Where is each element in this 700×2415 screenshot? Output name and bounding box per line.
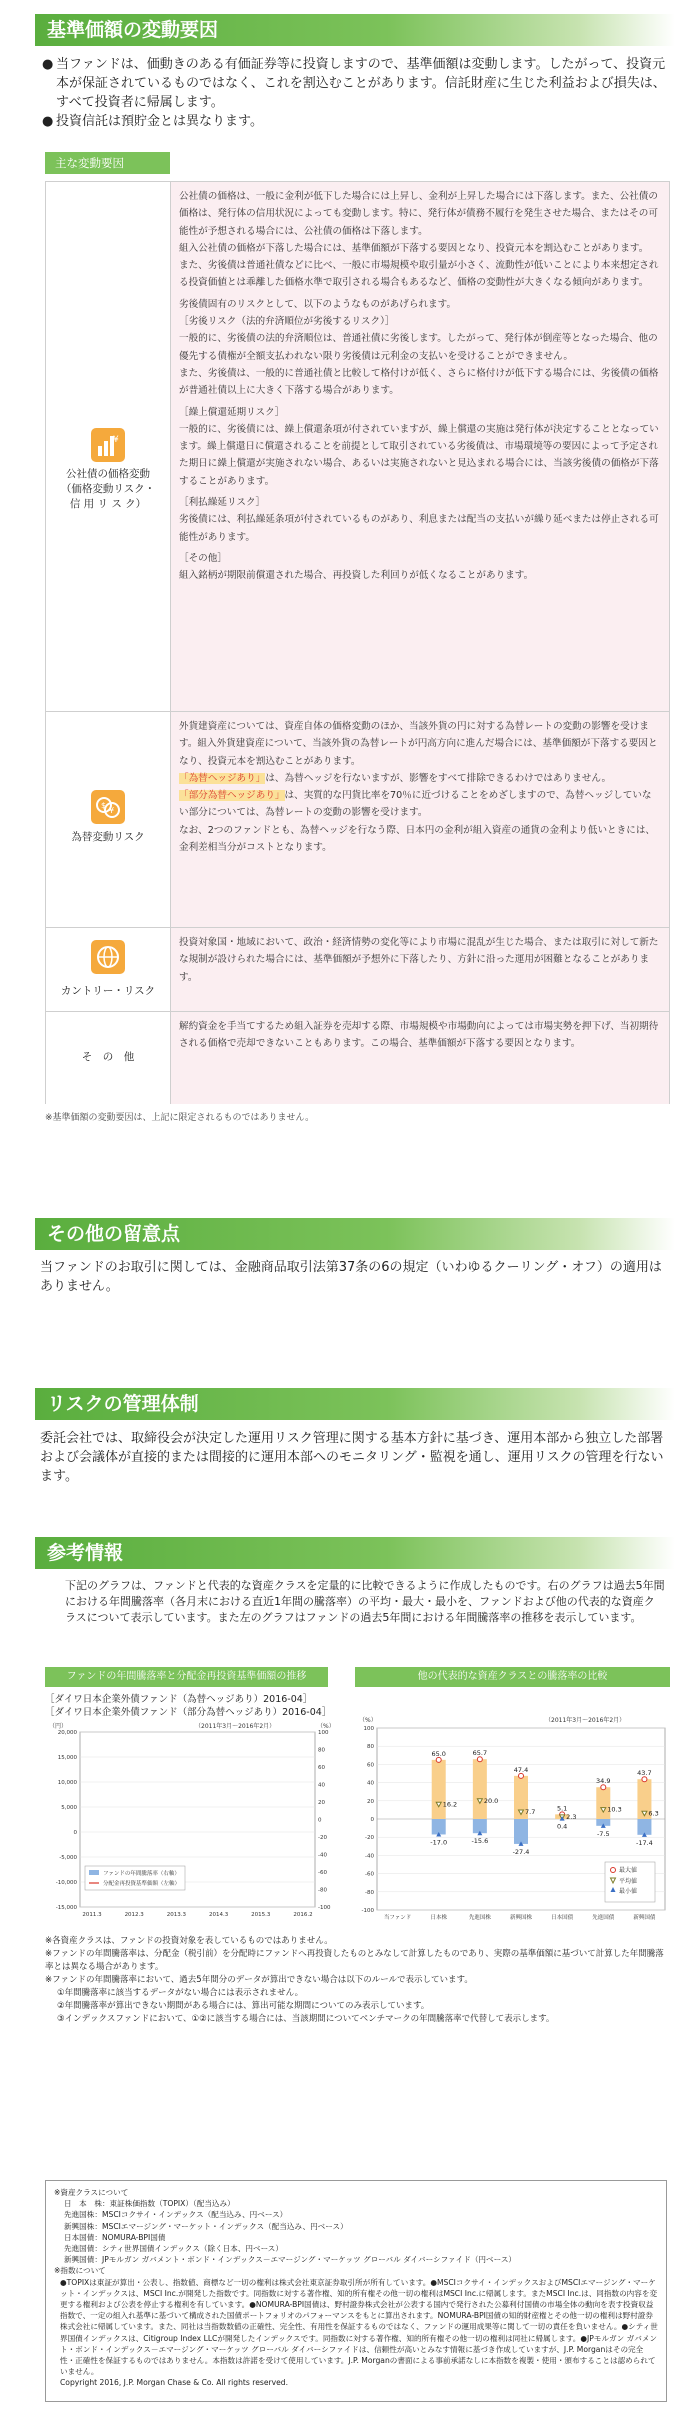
right-unit: （%） xyxy=(359,1717,377,1724)
bullet-1: ● 当ファンドは、価動きのある有価証券等に投資しますので、基準価額は変動します。したがって、投資元本が保証されているものではなく、これを割込むことがあります。信託財産に生じた利益および損失は、すべて投資者に帰属します。 xyxy=(42,57,666,110)
svg-text:¥: ¥ xyxy=(109,806,115,815)
asset-class-list: 日 本 株：東証株価指数（TOPIX）（配当込み） 先進国株：MSCIコクサイ・インデックス（配当込み、円ベース） 新興国株：MSCIエマージング・マーケット・インデックス（配当込み、円ベース） 日本国債：NOMURA-BPI国債 先進国債：シティ世界国債インデックス（除く日本、円ベース） 新興国債：JPモルガン ガバメント・ボンド・インデックス－エマージング・マーケッツ グローバル ダイバーシファイド（円ベース） xyxy=(64,2199,517,2265)
right-y-tick: -100 xyxy=(318,1905,331,1911)
globe-icon xyxy=(91,940,125,974)
section-title-price-factors: 基準価額の変動要因 xyxy=(35,14,675,46)
asset-class-box xyxy=(45,2180,667,2402)
right-y-tick: 60 xyxy=(367,1762,374,1769)
bullet-2: ● 投資信託は預貯金とは異なります。 xyxy=(42,114,263,129)
right-y-tick: 0 xyxy=(318,1817,322,1824)
right-chart-head: 他の代表的な資産クラスとの騰落率の比較 xyxy=(355,1667,670,1687)
index-text: ●TOPIXは東証が算出・公表し、指数値、商標など一切の権利は株式会社東京証券取引所が所有しています。●MSCIコクサイ・インデックスおよびMSCIエマージング・マーケット・インデックスは、MSCI Inc.が開発した指数です。同指数に対する著作権、知的所有権その他一切の権利はMSCI Inc.に帰属します。またMSCI Inc.は、同指数の内容を変更する権利および公表を停止する権利を有しています。●NOMURA-BPI国債は、野村證券株式会社が公表する国内で発行された公募利付国債の市場全体の動向を表す投資収益指数で、一定の組入れ基準に基づいて構成された国債ポートフォリオのパフォーマンスをもとに算出されます。NOMURA-BPI国債の知的財産権とその他一切の権利は野村證券株式会社に帰属しています。また、同社は当指数数値の正確性、完全性、有用性を保証するものではなく、ファンドの運用成果等に関して一切の責任を負いません。●シティ世界国債インデックスは、Citigroup Index LLCが開発したインデックスです。同指数に対する著作権、知的所有権その他一切の権利は同社に帰属します。●JPモルガン ガバメント・ボンド・インデックス－エマージング・マーケッツ グローバル ダイバーシファイドは、信頼性が高いとみなす情報に基づき作成していますが、J.P. Morganはその完全性・正確性を保証するものではありません。本指数は許諾を受けて使用しています。J.P. Morganの書面による事前承諾なしに本指数を複製・使用・頒布することは認められていません。 xyxy=(60,2277,658,2377)
right-x-tick: 日本株 xyxy=(430,1915,447,1921)
right-y-tick: 100 xyxy=(363,1726,374,1732)
left-chart xyxy=(45,1720,345,1920)
left-y-tick: 10,000 xyxy=(57,1780,77,1786)
left-y-tick: -10,000 xyxy=(55,1880,77,1886)
risk-text-fx: 外貨建資産については、資産自体の価格変動のほか、当該外貨の円に対する為替レートの変動の影響を受けます。組入外貨建資産について、当該外貨の為替レートが円高方向に進んだ場合には、基準価額が下落する要因となり、投資元本を割込むことがあります。 「為替ヘッジあり」は、為替ヘッジを行ないますが、影響をすべて排除できるわけではありません。 「部分為替ヘッジあり」は、実質的な円貨比率を70％に近づけることをめざしますので、為替ヘッジしていない部分については、為替レートの変動の影響を受けます。 なお、2つのファンドとも、為替ヘッジを行なう際、日本円の金利が組入資産の通貨の金利より低いときには、金利差相当分がコストとなります。 xyxy=(171,712,669,927)
right-x-tick: 先進国株 xyxy=(468,1915,491,1921)
section-title-other-notes: その他の留意点 xyxy=(35,1218,675,1250)
right-x-tick: 日本国債 xyxy=(551,1915,574,1921)
reference-notes: ※各資産クラスは、ファンドの投資対象を表しているものではありません。 ※ファンドの年間騰落率は、分配金（税引前）を分配時にファンドへ再投資したものとみなして計算したものであり、実際の基準価額に基づいて計算した年間騰落率とは異なる場合があります。 ※ファンドの年間騰落率において、過去5年間分のデータが算出できない場合は以下のルールで表示しています。 ①年間騰落率に該当するデータがない場合には表示されません。 ②年間騰落率が算出できない期間がある場合には、算出可能な期間についてのみ表示しています。 ③インデックスファンドにおいて、①②に該当する場合には、当該期間についてベンチマークの年間騰落率で代替して表示します。 xyxy=(45,1936,664,2024)
right-legend xyxy=(605,1862,655,1902)
right-y-tick: -20 xyxy=(318,1835,327,1841)
left-x-tick: 2014.3 xyxy=(208,1912,229,1918)
right-y-tick: 80 xyxy=(318,1747,325,1754)
right-y-tick: 20 xyxy=(367,1798,374,1805)
risk-text-country: 投資対象国・地域において、政治・経済情勢の変化等により市場に混乱が生じた場合、または取引に対して新たな規制が設けられた場合には、基準価額が予想外に下落したり、方針に沿った運用が困難となることがあります。 xyxy=(171,928,669,1011)
max-label: 34.9 xyxy=(596,1777,611,1786)
left-chart-head: ファンドの年間騰落率と分配金再投資基準価額の推移 xyxy=(45,1667,328,1687)
range-bar-positive xyxy=(473,1759,487,1819)
left-legend xyxy=(85,1866,185,1890)
section-title-reference: 参考情報 xyxy=(35,1537,675,1569)
avg-label: 16.2 xyxy=(442,1800,458,1809)
right-x-tick: 先進国債 xyxy=(592,1915,615,1921)
risk-label-cell xyxy=(46,712,171,927)
min-label: -7.5 xyxy=(596,1829,610,1838)
risk-text-other: 解約資金を手当てするため組入証券を売却する際、市場規模や市場動向によっては市場実勢を押下げ、当初期待される価格で売却できないこともあります。この場合、基準価額が下落する要因となります。 xyxy=(171,1012,669,1104)
left-y-tick: 0 xyxy=(73,1830,77,1836)
right-x-tick: 新興国株 xyxy=(509,1915,533,1921)
left-y-tick: -5,000 xyxy=(59,1855,77,1861)
reference-intro: 下記のグラフは、ファンドと代表的な資産クラスを定量的に比較できるように作成したものです。右のグラフは過去5年間における年間騰落率（各月末における直近1年間の騰落率）の平均・最大・最小を、ファンドおよび他の代表的な資産クラスについて表示しています。また左のグラフはファンドの過去5年間における年間騰落率の推移を表示しています。 xyxy=(65,1579,665,1624)
range-bar-positive xyxy=(596,1787,610,1819)
left-x-tick: 2011.3 xyxy=(82,1912,102,1918)
asset-class-heading: ※資産クラスについて xyxy=(54,2188,129,2197)
risk-row-bond xyxy=(46,182,669,712)
left-x-tick: 2016.2 xyxy=(293,1912,313,1918)
right-y-tick: 100 xyxy=(318,1730,329,1736)
index-heading: ※指数について xyxy=(54,2266,106,2276)
right-x-tick: 新興国債 xyxy=(633,1915,656,1921)
max-label: 65.0 xyxy=(431,1749,446,1758)
right-y-tick: -40 xyxy=(318,1852,327,1859)
risk-label-cell xyxy=(46,928,171,1011)
risk-label-cell xyxy=(46,1012,171,1104)
price-factor-bullets xyxy=(40,55,670,131)
max-label: 5.1 xyxy=(556,1804,568,1813)
right-chart xyxy=(355,1692,675,1928)
avg-label: 20.0 xyxy=(483,1796,499,1805)
currency-exchange-icon xyxy=(91,790,125,824)
risk-label-cell xyxy=(46,182,171,711)
legend-max: 最大値 xyxy=(619,1867,638,1874)
right-y-tick: 0 xyxy=(370,1817,374,1823)
max-marker xyxy=(519,1773,524,1778)
left-x-tick: 2015.3 xyxy=(251,1912,271,1918)
subhead-main-factors: 主な変動要因 xyxy=(45,152,170,174)
right-y-tick: -20 xyxy=(365,1835,374,1842)
risk-table xyxy=(45,181,670,1104)
risk-row-country xyxy=(46,928,669,1012)
max-marker xyxy=(601,1785,606,1790)
min-label: -17.4 xyxy=(636,1838,653,1847)
max-label: 47.4 xyxy=(513,1765,529,1774)
svg-text:¥: ¥ xyxy=(113,435,119,445)
left-y-tick: 15,000 xyxy=(57,1755,77,1761)
right-y-tick: 20 xyxy=(318,1800,325,1806)
right-y-tick: -80 xyxy=(318,1887,327,1894)
risk-label-country: カントリー・リスク xyxy=(60,985,156,997)
right-y-tick: 60 xyxy=(318,1765,325,1771)
right-y-tick: -60 xyxy=(318,1870,327,1876)
min-label: 0.4 xyxy=(556,1822,568,1831)
max-marker xyxy=(477,1757,482,1762)
risk-label-bond: 公社債の価格変動 （価格変動リスク・ 信 用 リ ス ク） xyxy=(60,468,156,510)
right-y-tick: -100 xyxy=(361,1908,374,1914)
right-period: （2011年3月〜2016年2月） xyxy=(545,1717,626,1724)
right-y-tick: -60 xyxy=(365,1871,374,1878)
risk-row-fx xyxy=(46,712,669,928)
risk-text-bond: 公社債の価格は、一般に金利が低下した場合には上昇し、金利が上昇した場合には下落します。また、公社債の価格は、発行体の信用状況によっても変動します。特に、発行体が債務不履行を発生させた場合、またはその可能性が予想される場合には、公社債の価格は下落します。 組入公社債の価格が下落した場合には、基準価額が下落する要因となり、投資元本を割込むことがあります。 また、劣後債は普通社債などに比べ、一般に市場規模や取引量が小さく、流動性が低いことにより本来想定される投資価値とは乖離した価格水準で取引される場合もあるなど、価格の変動性が大きくなる傾向があります。 劣後債固有のリスクとして、以下のようなものがあげられます。 ［劣後リスク（法的弁済順位が劣後するリスク）］ 一般的に、劣後債の法的弁済順位は、普通社債に劣後します。したがって、発行体が倒産等となった場合、他の優先する債権が全額支払われない限り劣後債は元利金の支払いを受けることができません。 また、劣後債は、一般的に普通社債と比較して格付けが低く、さらに格付けが低下する場合には、劣後債の価格が普通社債以上に大きく下落する場合があります。 ［繰上償還延期リスク］ 一般的に、劣後債には、繰上償還条項が付されていますが、繰上償還の実施は発行体が決定することとなっています。繰上償還日に償還されることを前提として取引されている劣後債は、市場環境等の要因によって予定された期日に繰上償還が実施されない場合、あるいは実施されないと見込まれる場合には、当該劣後債の価格が下落することがあります。 ［利払繰延リスク］ 劣後債には、利払繰延条項が付されているものがあり、利息または配当の支払いが繰り延べまたは停止される可能性があります。 ［その他］ 組入銘柄が期限前償還された場合、再投資した利回りが低くなることがあります。 xyxy=(171,182,669,711)
left-y-tick: 5,000 xyxy=(61,1805,77,1811)
legend-nav: 分配金再投資基準価額（左軸） xyxy=(103,1881,181,1887)
left-y-tick: -15,000 xyxy=(55,1905,77,1911)
right-y-tick: 40 xyxy=(367,1780,374,1787)
avg-label: 2.3 xyxy=(566,1812,577,1821)
range-bar-positive xyxy=(432,1760,446,1819)
risk-row-other xyxy=(46,1012,669,1104)
legend-min: 最小値 xyxy=(619,1888,638,1895)
min-label: -15.6 xyxy=(471,1837,489,1846)
left-unit-left: （円） xyxy=(49,1723,68,1730)
yen-chart-icon xyxy=(91,428,125,462)
left-unit-right: （%） xyxy=(317,1723,335,1730)
range-bar-negative xyxy=(514,1819,528,1844)
section-title-risk-management: リスクの管理体制 xyxy=(35,1388,675,1420)
left-x-tick: 2013.3 xyxy=(166,1912,187,1918)
other-notes-body: 当ファンドのお取引に関しては、金融商品取引法第37条の6の規定（いわゆるクーリング・オフ）の適用はありません。 xyxy=(40,1260,662,1294)
right-y-tick: 80 xyxy=(367,1744,374,1751)
fund-names: ［ダイワ日本企業外債ファンド（為替ヘッジあり）2016-04］ ［ダイワ日本企業外債ファンド（部分為替ヘッジあり）2016-04］ xyxy=(45,1694,332,1718)
left-period: （2011年3月〜2016年2月） xyxy=(195,1723,276,1730)
right-x-tick: 当ファンド xyxy=(383,1915,412,1921)
risk-management-body: 委託会社では、取締役会が決定した運用リスク管理に関する基本方針に基づき、運用本部から独立した部署および会議体が直接的または間接的に運用本部へのモニタリング・監視を通し、運用リスクの管理を行ないます。 xyxy=(40,1431,664,1484)
max-marker xyxy=(436,1757,441,1762)
right-y-tick: 40 xyxy=(318,1782,325,1789)
risk-label-fx: 為替変動リスク xyxy=(71,831,145,843)
max-label: 65.7 xyxy=(472,1749,488,1758)
left-x-tick: 2012.3 xyxy=(124,1912,144,1918)
min-label: -17.0 xyxy=(430,1838,448,1847)
avg-label: 7.7 xyxy=(525,1807,536,1816)
legend-annual-return: ファンドの年間騰落率（右軸） xyxy=(103,1871,180,1877)
copyright: Copyright 2016, J.P. Morgan Chase & Co. All rights reserved. xyxy=(60,2378,289,2388)
max-marker xyxy=(642,1777,647,1782)
max-label: 43.7 xyxy=(637,1769,652,1778)
avg-label: 6.3 xyxy=(648,1809,659,1818)
avg-label: 10.3 xyxy=(607,1805,622,1814)
risk-label-other: そ の 他 xyxy=(81,1051,135,1063)
right-y-tick: -40 xyxy=(365,1853,374,1860)
legend-avg: 平均値 xyxy=(619,1878,638,1885)
min-label: -27.4 xyxy=(512,1847,530,1856)
risk-footnote: ※基準価額の変動要因は、上記に限定されるものではありません。 xyxy=(45,1113,315,1123)
svg-text:$: $ xyxy=(101,801,107,810)
left-y-tick: 20,000 xyxy=(57,1730,77,1736)
right-y-tick: -80 xyxy=(365,1889,374,1896)
